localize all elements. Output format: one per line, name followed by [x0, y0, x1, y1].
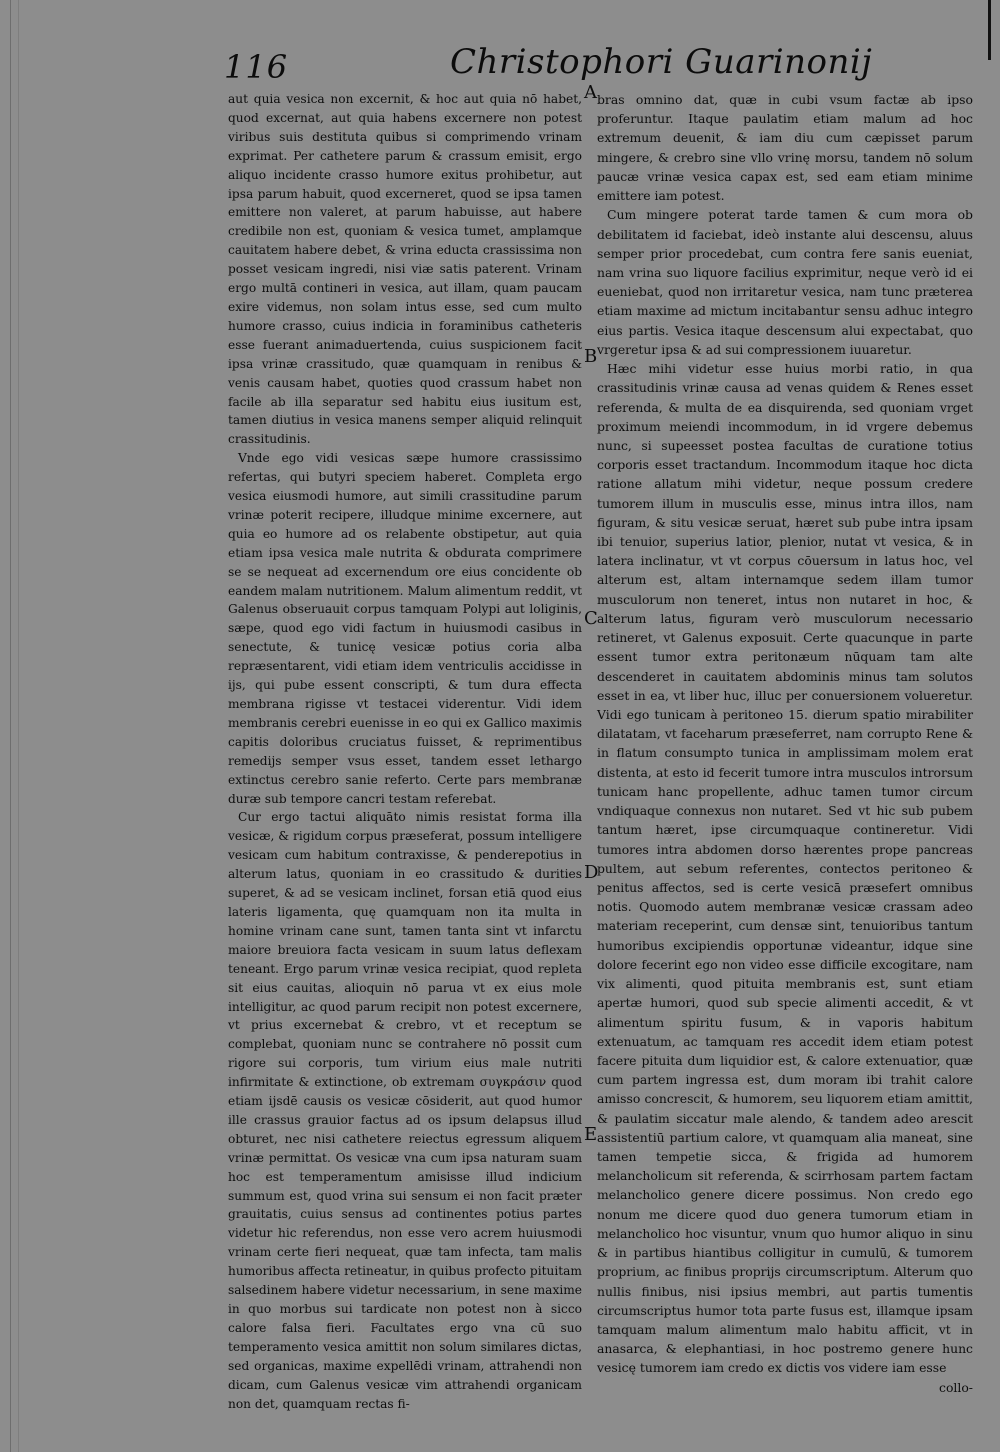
running-head: Christophori Guarinonij — [450, 42, 873, 82]
left-text-column — [228, 90, 582, 1413]
paragraph: Cur ergo tactui aliquāto nimis resistat forma illa vesicæ, & rigidum corpus præseferat, possum intelligere vesicam cum habitum contraxisse, & penderepotius in alterum latus, quoniam in eo crassitudo & durities superet, & ad se vesicam inclinet, forsan etiā quod eius lateris ligamenta, quę quamquam non ita multa in homine vrinam cane sunt, tamen tanta sint vt infarctu maiore breuiora facta vesicam in suum latus deflexam teneant. Ergo parum vrinæ vesica recipiat, quod repleta sit eius cauitas, alioquin nō parua vt ex eius mole intelligitur, ac quod parum recipit non potest excernere, vt prius excernebat & crebro, vt et receptum se complebat, quoniam nunc se contrahere nō possit cum rigore sui corporis, tum virium eius male nutriti infirmitate & extinctione, ob extremam συγκράσιν quod etiam ijsdē causis os vesicæ cōsiderit, aut quod humor ille crassus grauior factus ad os ipsum delapsus illud obturet, nec nisi cathetere reiectus egressum aliquem vrinæ permittat. Os vesicæ vna cum ipsa naturam suam hoc est temperamentum amisisse illud indicium summum est, quod vrina sui sensum ei non facit præter grauitatis, cuius sensus ad continentes potius partes videtur hic referendus, non esse vero acrem huiusmodi vrinam certe fieri nequeat, quæ tam infecta, tam malis humoribus affecta retineatur, in quibus profecto pituitam salsedinem habere videtur necessarium, in sene maxime in quo morbus sui tardicate non potest non à sicco calore falsa fieri. Facultates ergo vna cū suo temperamento vesica amittit non solum similares dictas, sed organicas, maxime expellēdi vrinam, attrahendi non dicam, cum Galenus vesicæ vim attrahendi organicam non det, quamquam rectas fi- — [228, 810, 582, 1411]
page-edge-mark — [988, 0, 991, 60]
margin-letter-c: C — [584, 608, 598, 629]
paragraph: bras omnino dat, quæ in cubi vsum factæ ab ipso proferuntur. Itaque paulatim etiam malum ad hoc extremum deuenit, & iam diu cum cæpisset parum mingere, & crebro sine vllo vrinę morsu, tandem nō solum paucæ vrinæ vesica capax est, sed eam etiam minime emittere iam potest. — [597, 92, 973, 204]
paragraph: Cum mingere poterat tarde tamen & cum mora ob debilitatem id faciebat, ideò instante alui descensu, aluus semper prior procedebat, cum contra fere sanis eueniat, nam vrina suo liquore facilius exprimitur, neque verò id ei eueniebat, quod non irritaretur vesica, nam tunc præterea etiam maxime ad mictum incitabantur sensu adhuc integro eius partis. Vesica itaque descensum alui expectabat, quo vrgeretur ipsa & ad sui compressionem iuuaretur. — [597, 207, 973, 357]
margin-letter-d: D — [584, 862, 599, 883]
margin-letter-b: B — [584, 346, 598, 367]
right-text-column — [597, 90, 973, 1397]
paragraph: Vnde ego vidi vesicas sæpe humore crassissimo refertas, qui butyri speciem haberet. Completa ergo vesica eiusmodi humore, aut simili crassitudine parum vrinæ poterit recipere, illudque minime excernere, aut quia eo humore ad os relabente obstipetur, aut quia etiam ipsa vesica male nutrita & obdurata comprimere se se nequeat ad excernendum ore eius concidente ob eandem malam nutritionem. Malum alimentum reddit, vt Galenus obseruauit corpus tamquam Polypi aut loliginis, sæpe, quod ego vidi factum in huiusmodi casibus in senectute, & tunicę vesicæ potius coria alba repræsentarent, vidi etiam idem ventriculis accidisse in ijs, qui pube essent conscripti, & tum dura effecta membrana rigisse vt testacei viderentur. Vidi idem membranis cerebri euenisse in eo qui ex Gallico maximis capitis doloribus cruciatus fuisset, & reprimentibus remedijs semper vsus esset, tandem esset lethargo extinctus cerebro sanie referto. Certe pars membranæ duræ sub tempore cancri testam referebat. — [228, 451, 582, 806]
paragraph: Hæc mihi videtur esse huius morbi ratio, in qua crassitudinis vrinæ causa ad venas quidem & Renes esset referenda, & multa de ea disquirenda, sed quoniam vrget proximum meiendi incommodum, in id vrgere debemus nunc, si supeesset postea facultas de curatione totius corporis esset tractandum. Incommodum itaque hoc dicta ratione allatum mihi videtur, neque possum credere tumorem illum in musculis esse, minus intra illos, nam figuram, & situ vesicæ seruat, hæret sub pube intra ipsam ibi tenuior, superius latior, plenior, nutat vt vesica, & in latera inclinatur, vt vt corpus cōuersum in latus hoc, vel alterum est, altam internamque sedem illam tumor musculorum non teneret, intus non nutaret in hoc, & alterum latus, figuram verò musculorum necessario retineret, vt Galenus exposuit. Certe quacunque in parte essent tumor extra peritonæum nūquam tam alte descenderet in cauitatem abdominis minus tam solutos esset in ea, vt liber huc, illuc per conuersionem volueretur. Vidi ego tunicam à peritoneo 15. dierum spatio mirabiliter dilatatam, vt faceharum præseferret, nam corrupto Rene & in flatum consumpto tunica in amplissimam molem erat distenta, at esto id fecerit tumore intra musculos introrsum tunicam hanc propellente, adhuc tamen tumor circum vndiquaque connexus non nutaret. Sed vt hic sub pubem tantum hæret, ipse circumquaque contineretur. Vidi tumores intra abdomen dorso hærentes prope pancreas pultem, aut sebum referentes, contectos peritoneo & penitus affectos, sed is certe vesicā præsefert omnibus notis. Quomodo autem membranæ vesicæ crassam adeo materiam receperint, cum densæ sint, tenuioribus tantum humoribus excipiendis opportunæ videantur, idque sine dolore fecerint ego non video esse difficile excogitare, nam vix alimenti, quod pituita membranis est, sunt etiam apertæ humori, quod sub specie alimenti accedit, & vt alimentum spiritu fusum, & in vaporis habitum extenuatum, ac tamquam res accedit idem etiam potest facere pituita dum liquidior est, & calore extenuatior, quæ cum partem ingressa est, dum moram ibi trahit calore amisso concrescit, & humorem, seu liquorem etiam amittit, & paulatim siccatur male alendo, & tandem adeo arescit assistentiū partium calore, vt quamquam alia maneat, sine tamen tempetie sicca, & frigida ad humorem melancholicum sit referenda, & scirrhosam partem factam melancholico genere dicere possimus. Non credo ego nonum me dicere quod duo genera tumorum etiam in melancholico hoc visuntur, vnum quo humor aliquo in sinu & in partibus hiantibus colligitur in cumulū, & tumorem proprium, ac finibus proprijs circumscriptum. Alterum quo nullis finibus, nisi ipsius membri, aut partis tumentis circumscriptus humor tota parte fusus est, illamque ipsam tamquam malum alimentum malo habitu afficit, vt in anasarca, & elephantiasi, in hoc postremo genere hunc vesicę tumorem iam credo ex dictis vos videre iam esse — [597, 361, 973, 1376]
binding-shadow-inner — [18, 0, 19, 1452]
paragraph: aut quia vesica non excernit, & hoc aut quia nō habet, quod excernat, aut quia habens excernere non potest viribus suis destituta quibus si comprimendo vrinam exprimat. Per cathetere parum & crassum emisit, ergo aliquo incidente crasso humore exitus prohibetur, aut ipsa parum habuit, quod excerneret, quod se ipsa tamen emittere non valeret, at parum habuisse, aut habere credibile non est, quoniam & vesica tumet, amplamque cauitatem habere debet, & vrina educta crassissima non posset vesicam ingredi, nisi viæ satis paterent. Vrinam ergo multā contineri in vesica, aut illam, quam paucam exire videmus, non solam intus esse, sed cum multo humore crasso, cuius indicia in foraminibus catheteris esse fuerant animaduertenda, cuius suspicionem facit ipsa vrinæ crassitudo, quæ quamquam in renibus & venis causam habet, quoties quod crassum habet non facile ab illa separatur sed habitu eius iusitum est, tamen diutius in vesica manens semper aliquid relinquit crassitudinis. — [228, 92, 582, 447]
page-number: 116 — [224, 48, 289, 86]
binding-shadow — [10, 0, 11, 1452]
margin-letter-e: E — [584, 1124, 598, 1145]
margin-letter-a: A — [584, 82, 597, 103]
catchword: collo- — [939, 1379, 973, 1395]
